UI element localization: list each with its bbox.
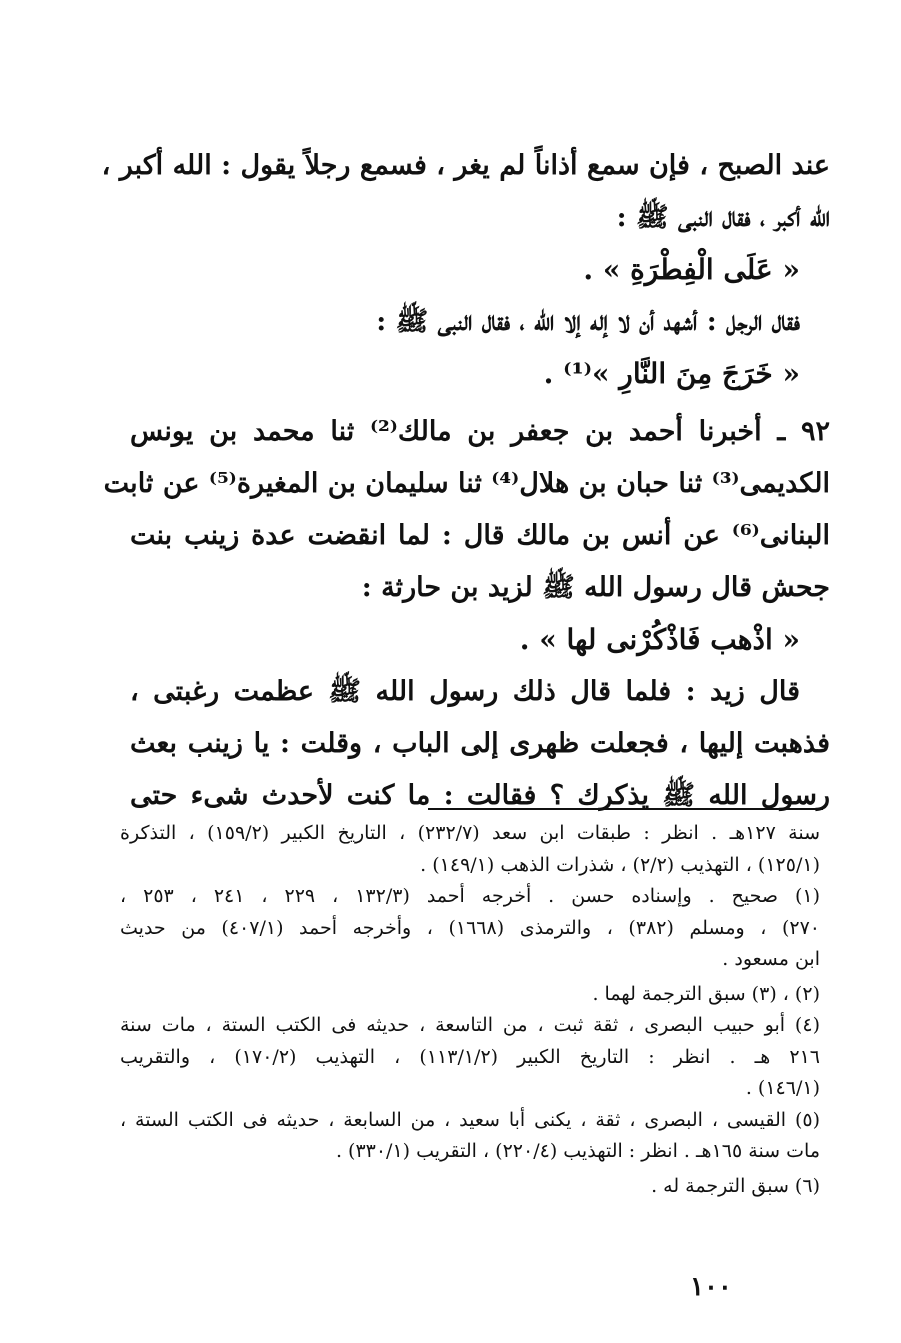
hadith-heading: ٩٢ ـ أخبرنا أحمد بن جعفر بن مالك⁽²⁾ ثنا محمد بن يونس	[130, 416, 831, 447]
text-line: رسول الله ﷺ يذكرك ؟ فقالت : ما كنت لأحدث شىء حتى	[130, 780, 830, 811]
footnote-line: (٥) القيسى ، البصرى ، ثقة ، يكنى أبا سعيد ، من السابعة ، حديثه فى الكتب الستة ،	[120, 1108, 820, 1131]
text-line: البنانى⁽⁶⁾ عن أنس بن مالك قال : لما انقضت عدة زينب بنت	[130, 520, 830, 551]
footnote-line: (١٢٥/١) ، التهذيب (٢/٢) ، شذرات الذهب (١٤٩/١) .	[420, 853, 820, 876]
footnote-line: سنة ١٢٧هـ . انظر : طبقات ابن سعد (٢٣٢/٧) ، التاريخ الكبير (١٥٩/٢) ، التذكرة	[120, 822, 820, 844]
text-line: عند الصبح ، فإن سمع أذاناً لم يغر ، فسمع رجلاً يقول : الله أكبر ،	[101, 150, 830, 181]
main-text	[101, 140, 831, 822]
hadith-quote: « خَرَجَ مِنَ النَّارِ »⁽¹⁾ .	[543, 357, 800, 390]
text-line: جحش قال رسول الله ﷺ لزيد بن حارثة :	[361, 572, 830, 603]
footnote-line: ابن مسعود .	[722, 948, 820, 970]
text-line: فذهبت إليها ، فجعلت ظهرى إلى الباب ، وقلت : يا زينب بعث	[130, 728, 830, 759]
text-line: الله أكبر ، فقال النبى ﷺ :	[616, 202, 830, 233]
hadith-quote: « اذْهب فَاذْكُرْنى لها » .	[519, 623, 800, 656]
footnote-line: (١) صحيح . وإسناده حسن . أخرجه أحمد (١٣٢/٣ ، ٢٢٩ ، ٢٤١ ، ٢٥٣ ،	[120, 885, 821, 907]
footnotes	[120, 818, 820, 1202]
footnote-line: (٦) سبق الترجمة له .	[651, 1174, 820, 1197]
footnote-line: (٤) أبو حبيب البصرى ، ثقة ثبت ، من التاسعة ، حديثه فى الكتب الستة ، مات سنة	[120, 1014, 820, 1036]
footnote-line: (٢) ، (٣) سبق الترجمة لهما .	[592, 982, 820, 1005]
hadith-quote: « عَلَى الْفِطْرَةِ » .	[583, 253, 800, 286]
text-line: الكديمى⁽³⁾ ثنا حبان بن هلال⁽⁴⁾ ثنا سليمان بن المغيرة⁽⁵⁾ عن ثابت	[103, 468, 830, 499]
text-line: قال زيد : فلما قال ذلك رسول الله ﷺ عظمت رغبتى ،	[130, 676, 800, 707]
footnote-separator	[428, 808, 823, 810]
footnote-line: ٢٧٠) ، ومسلم (٣٨٢) ، والترمذى (١٦٦٨) ، وأخرجه أحمد (٤٠٧/١) من حديث	[120, 916, 820, 939]
footnote-line: ٢١٦ هـ . انظر : التاريخ الكبير (١١٣/١/٢) ، التهذيب (١٧٠/٢) ، والتقريب	[120, 1045, 821, 1068]
page-number: ١٠٠	[690, 1272, 732, 1302]
text-line: فقال الرجل : أشهد أن لا إله إلا الله ، فقال النبى ﷺ :	[376, 306, 800, 337]
footnote-line: (١٤٦/١) .	[745, 1077, 820, 1099]
footnote-line: مات سنة ١٦٥هـ . انظر : التهذيب (٢٢٠/٤) ، التقريب (٣٣٠/١) .	[335, 1140, 820, 1162]
